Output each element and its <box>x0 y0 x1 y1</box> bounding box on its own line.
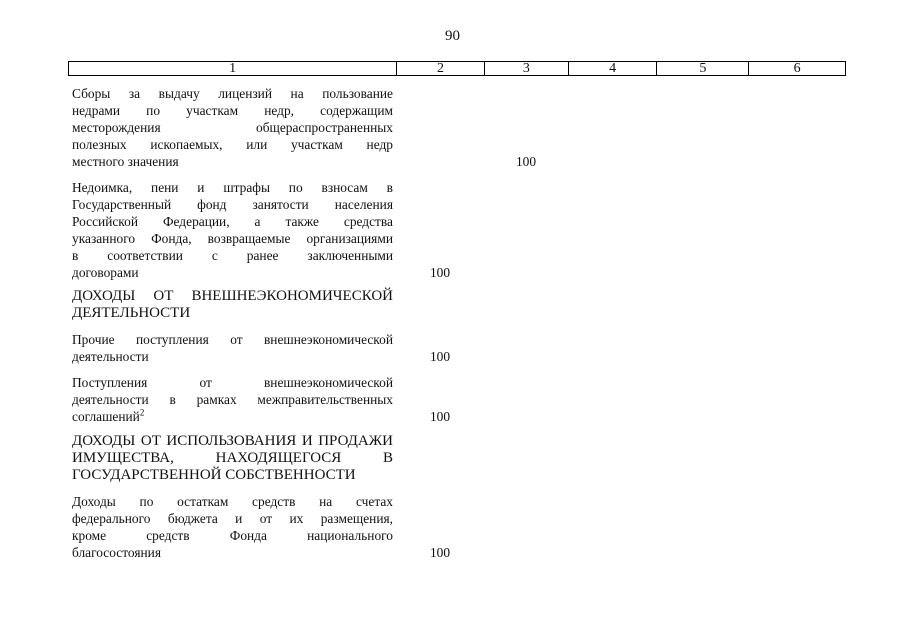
value-col3: 100 <box>515 154 537 169</box>
description-line: недрами по участкам недр, содержащим <box>72 103 393 118</box>
value-col2: 100 <box>429 265 451 280</box>
description-line: договорами <box>72 265 139 280</box>
description-line: месторождения общераспространенных <box>72 120 393 135</box>
column-header-1: 1 <box>69 62 397 75</box>
heading-line: ДОХОДЫ ОТ ИСПОЛЬЗОВАНИЯ И ПРОДАЖИ <box>72 433 393 449</box>
description-line: федерального бюджета и от их размещения, <box>72 511 393 526</box>
heading-text <box>72 433 393 484</box>
description-line: деятельности <box>72 349 149 364</box>
description-line: Государственный фонд занятости населения <box>72 197 393 212</box>
heading-line: ИМУЩЕСТВА, НАХОДЯЩЕГОСЯ В <box>72 450 393 466</box>
row-description <box>72 493 393 561</box>
description-line: деятельности в рамках межправительственных <box>72 392 393 407</box>
value-col2: 100 <box>429 409 451 424</box>
description-line: Сборы за выдачу лицензий на пользование <box>72 86 393 101</box>
row-description <box>72 179 393 281</box>
row-description <box>72 374 393 425</box>
column-header-3: 3 <box>485 62 569 75</box>
heading-line: ДОХОДЫ ОТ ВНЕШНЕЭКОНОМИЧЕСКОЙ <box>72 288 393 304</box>
heading-text <box>72 288 393 322</box>
description-line <box>72 408 393 425</box>
column-header-5: 5 <box>657 62 749 75</box>
description-line: Доходы по остаткам средств на счетах <box>72 494 393 509</box>
value-col2: 100 <box>429 545 451 560</box>
column-header-6: 6 <box>793 61 801 76</box>
description-line: Недоимка, пени и штрафы по взносам в <box>72 180 393 195</box>
description-line: местного значения <box>72 154 179 169</box>
heading-line: ГОСУДАРСТВЕННОЙ СОБСТВЕННОСТИ <box>72 467 356 483</box>
column-header-2: 2 <box>397 62 485 75</box>
row-description <box>72 331 393 365</box>
heading-line: ДЕЯТЕЛЬНОСТИ <box>72 305 191 321</box>
description-line: кроме средств Фонда национального <box>72 528 393 543</box>
value-col2: 100 <box>429 349 451 364</box>
description-text: соглашений <box>72 409 140 424</box>
row-description <box>72 85 393 170</box>
description-line: в соответствии с ранее заключенными <box>72 248 393 263</box>
page-number: 90 <box>445 28 460 44</box>
description-line: благосостояния <box>72 545 161 560</box>
footnote-mark: 2 <box>139 407 145 418</box>
description-line: Поступления от внешнеэкономической <box>72 375 393 390</box>
description-line: полезных ископаемых, или участкам недр <box>72 137 393 152</box>
description-line: указанного Фонда, возвращаемые организациями <box>72 231 393 246</box>
description-line: Прочие поступления от внешнеэкономической <box>72 332 393 347</box>
column-header-4: 4 <box>569 62 658 75</box>
table-header <box>68 61 846 76</box>
description-line: Российской Федерации, а также средства <box>72 214 393 229</box>
